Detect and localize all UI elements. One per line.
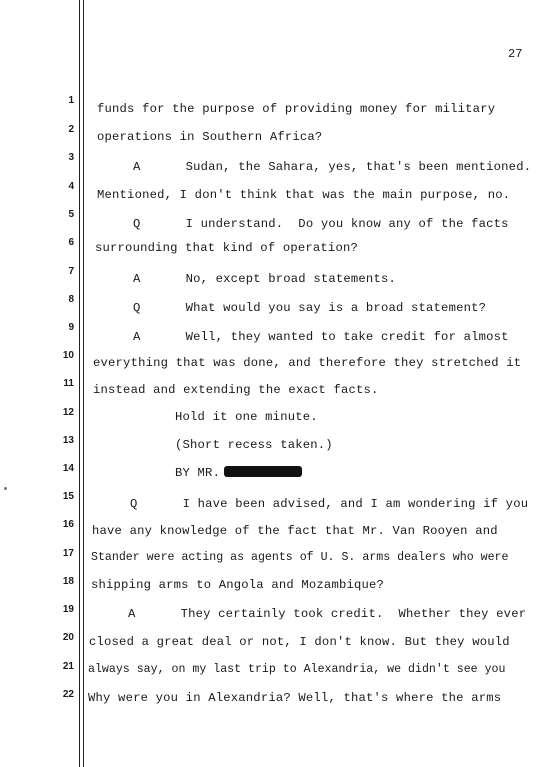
transcript-line-4: Mentioned, I don't think that was the main purpose, no. xyxy=(97,188,511,202)
transcript-line-10: everything that was done, and therefore they stretched it xyxy=(93,356,522,370)
line-number-2: 2 xyxy=(68,124,74,135)
line-number-10: 10 xyxy=(62,350,74,361)
transcript-line-6: surrounding that kind of operation? xyxy=(95,241,358,255)
line-3-text: A Sudan, the Sahara, yes, that's been mentioned. xyxy=(133,160,532,174)
transcript-line-11: instead and extending the exact facts. xyxy=(93,383,379,397)
line-number-16: 16 xyxy=(62,519,74,530)
margin-rule-left-inner xyxy=(83,0,84,767)
line-number-18: 18 xyxy=(62,576,74,587)
transcript-line-2: operations in Southern Africa? xyxy=(97,130,323,144)
transcript-line-13: (Short recess taken.) xyxy=(175,438,333,452)
line-number-15: 15 xyxy=(62,491,74,502)
transcript-line-8: Q What would you say is a broad statement? xyxy=(133,301,487,315)
transcript-line-9: A Well, they wanted to take credit for almost xyxy=(133,330,509,344)
line-number-11: 11 xyxy=(63,378,74,389)
transcript-line-21: always say, on my last trip to Alexandria, we didn't see you xyxy=(88,663,506,676)
transcript-line-14 xyxy=(175,466,302,480)
line-number-5: 5 xyxy=(68,209,74,220)
line-number-8: 8 xyxy=(68,294,74,305)
line-number-3: 3 xyxy=(68,152,74,163)
transcript-line-7: A No, except broad statements. xyxy=(133,272,396,286)
transcript-line-22: Why were you in Alexandria? Well, that's where the arms xyxy=(88,691,502,705)
transcript-line-5: Q I understand. Do you know any of the facts xyxy=(133,217,509,231)
redaction-bar xyxy=(224,466,302,477)
transcript-line-20: closed a great deal or not, I don't know. But they would xyxy=(89,635,510,649)
line-number-14: 14 xyxy=(62,463,74,474)
line-number-4: 4 xyxy=(68,181,74,192)
line-number-13: 13 xyxy=(62,435,74,446)
line-number-19: 19 xyxy=(62,604,74,615)
line-14-text: BY MR. xyxy=(175,466,221,480)
transcript-line-17: Stander were acting as agents of U. S. arms dealers who were xyxy=(91,551,509,564)
line-number-6: 6 xyxy=(68,237,74,248)
transcript-line-19: A They certainly took credit. Whether they ever xyxy=(128,607,527,621)
scan-speck xyxy=(4,487,7,490)
line-number-21: 21 xyxy=(62,661,74,672)
page-number: 27 xyxy=(508,47,523,61)
line-number-17: 17 xyxy=(62,548,74,559)
line-number-20: 20 xyxy=(62,632,74,643)
transcript-line-1: funds for the purpose of providing money for military xyxy=(97,102,496,116)
transcript-line-12: Hold it one minute. xyxy=(175,410,318,424)
transcript-line-15: Q I have been advised, and I am wondering if you xyxy=(130,497,529,511)
transcript-line-3 xyxy=(97,160,531,174)
line-number-12: 12 xyxy=(62,407,74,418)
transcript-line-18: shipping arms to Angola and Mozambique? xyxy=(91,578,385,592)
line-number-7: 7 xyxy=(68,266,74,277)
margin-rule-left-outer xyxy=(79,0,80,767)
transcript-line-16: have any knowledge of the fact that Mr. Van Rooyen and xyxy=(92,524,498,538)
line-number-1: 1 xyxy=(68,95,74,106)
line-number-9: 9 xyxy=(68,322,74,333)
line-number-22: 22 xyxy=(62,689,74,700)
